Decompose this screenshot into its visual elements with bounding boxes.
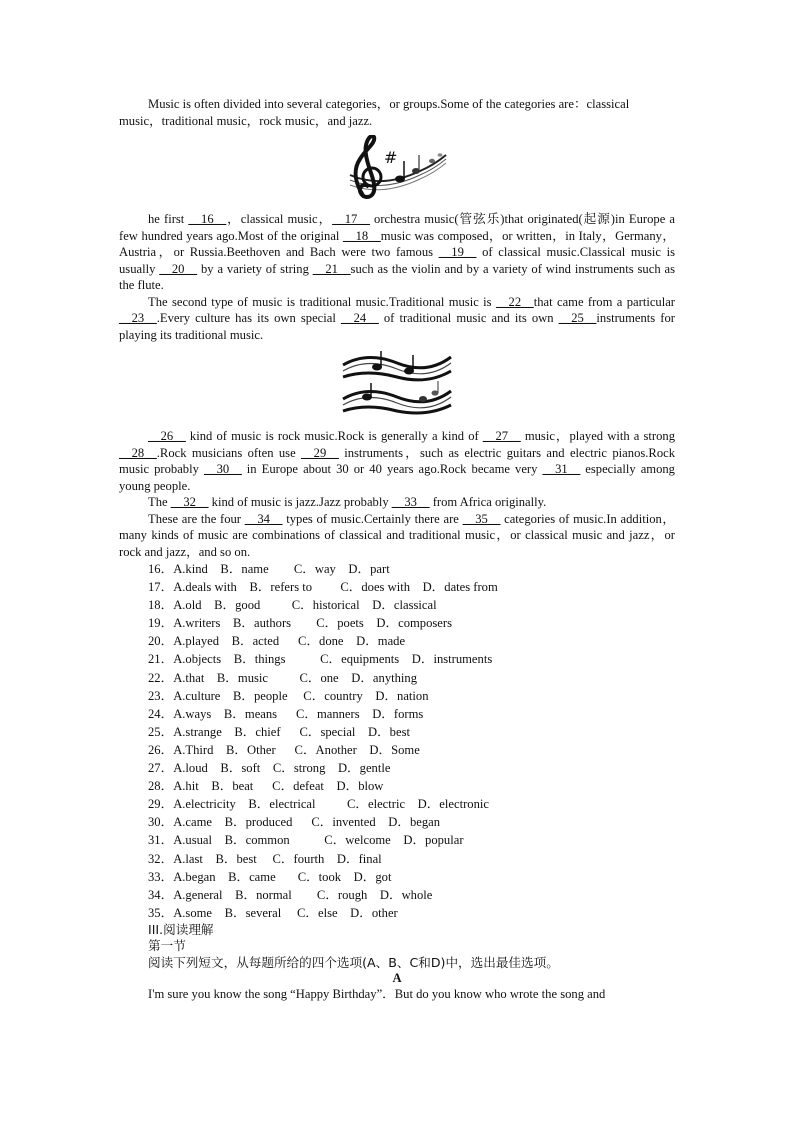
text-span: of traditional music and its own: [378, 311, 559, 325]
text-span: such as the violin and by a variety of wind instruments such as the flute.: [119, 261, 676, 292]
worksheet-page: [119, 96, 675, 1003]
text-span: music was composed，or written，in Italy，Germany，Austria，or Russia.Beethoven and Bach were two famous: [119, 228, 675, 259]
text-span: orchestra music(管弦乐)that originated(起源)in Europe a few hundred years ago.Most of the original: [119, 212, 675, 243]
traditional-paragraph: [119, 294, 675, 344]
option-row: 17．A.deals with B．refers to C．does with D．dates from: [148, 580, 498, 595]
blank-21: __21__: [312, 261, 351, 276]
section-part: 第一节: [148, 938, 186, 954]
text-span: he first: [148, 212, 189, 226]
option-row: 27．A.loud B．soft C．strong D．gentle: [148, 761, 391, 776]
text-span: kind of music is rock music.Rock is generally a kind of: [185, 429, 483, 443]
music-notes-ribbon-icon: [119, 347, 675, 423]
blank-27: __27__: [482, 429, 521, 443]
blank-31: __31__: [542, 462, 581, 476]
option-row: 32．A.last B．best C．fourth D．final: [148, 851, 382, 866]
option-row: 22．A.that B．music C．one D．anything: [148, 670, 418, 685]
blank-35: __35__: [462, 511, 501, 526]
option-row: 26．A.Third B．Other C．Another D．Some: [148, 742, 420, 757]
option-row: 29．A.electricity B．electrical C．electric D．electronic: [148, 797, 489, 812]
blank-22: __22__: [495, 294, 534, 309]
text-span: types of music.Certainly there are: [282, 511, 463, 526]
option-row: 35．A.some B．several C．else D．other: [148, 905, 398, 920]
options-list: [148, 560, 675, 922]
blank-23: __23__: [119, 311, 157, 325]
text-span: by a variety of string: [197, 261, 313, 276]
option-row: 28．A.hit B．beat C．defeat D．blow: [148, 779, 384, 794]
blank-19: __19__: [438, 245, 477, 259]
blank-33: __33__: [391, 495, 430, 509]
text-span: These are the four: [148, 511, 245, 526]
option-row: 31．A.usual B．common C．welcome D．popular: [148, 833, 464, 848]
text-span: that came from a particular: [533, 294, 675, 309]
text-span: .Every culture has its own special: [156, 311, 341, 325]
blank-20: __20__: [159, 261, 198, 276]
option-row: 16．A.kind B．name C．way D．part: [148, 562, 390, 576]
blank-32: __32__: [170, 495, 209, 509]
text-span: ，classical music，: [226, 212, 333, 226]
classical-paragraph: [119, 211, 675, 294]
blank-24: __24__: [340, 311, 379, 325]
blank-28: __28__: [119, 445, 157, 460]
blank-16: __16__: [188, 212, 227, 226]
option-row: 34．A.general B．normal C．rough D．whole: [148, 887, 433, 902]
passage-letter: A: [392, 971, 402, 986]
option-row: 24．A.ways B．means C．manners D．forms: [148, 706, 424, 721]
jazz-paragraph: [119, 494, 675, 511]
intro-paragraph: [119, 96, 675, 129]
blank-29: __29__: [301, 445, 339, 460]
text-span: of classical music.Classical music is usually: [119, 245, 675, 276]
blank-18: __18__: [342, 228, 381, 243]
option-row: 20．A.played B．acted C．done D．made: [148, 634, 406, 649]
blank-17: __17__: [332, 212, 370, 226]
option-row: 18．A.old B．good C．historical D．classical: [148, 598, 437, 613]
blank-34: __34__: [244, 511, 283, 526]
intro-line-2: music，traditional music，rock music，and jazz.: [119, 113, 373, 128]
blank-26: __26__: [148, 429, 186, 443]
option-row: 30．A.came B．produced C．invented D．began: [148, 815, 441, 830]
option-row: 19．A.writers B．authors C．poets D．composers: [148, 616, 452, 631]
text-span: music，played with a strong: [520, 429, 675, 443]
text-span: The: [148, 495, 171, 509]
option-row: 33．A.began B．came C．took D．got: [148, 869, 392, 884]
summary-paragraph: [119, 511, 675, 561]
option-row: 21．A.objects B．things C．equipments D．instruments: [148, 652, 493, 667]
text-span: especially among young people.: [119, 462, 675, 493]
text-span: in Europe about 30 or 40 years ago.Rock became very: [241, 462, 543, 476]
text-span: kind of music is jazz.Jazz probably: [208, 495, 392, 509]
option-row: 23．A.culture B．people C．country D．nation: [148, 688, 429, 703]
intro-line-1: Music is often divided into several categories，or groups.Some of the categories are：classical: [148, 97, 630, 111]
svg-text:#: #: [384, 148, 398, 167]
passage-a-first-line: I'm sure you know the song “Happy Birthday”．But do you know who wrote the song and: [148, 987, 606, 1002]
option-row: 25．A.strange B．chief C．special D．best: [148, 724, 410, 739]
blank-30: __30__: [203, 462, 242, 476]
section-instruction: 阅读下列短文，从每题所给的四个选项(A、B、C和D)中，选出最佳选项。: [148, 954, 559, 970]
blank-25: __25__: [558, 311, 597, 325]
treble-clef-notes-icon: [119, 135, 675, 205]
rock-paragraph: [119, 428, 675, 494]
text-span: categories of music.In addition，many kinds of music are combinations of classical and traditional music，or classical music and jazz，or rock and jazz，and so on.: [119, 511, 675, 559]
text-span: instruments，such as electric guitars and electric pianos.Rock music probably: [119, 445, 675, 476]
text-span: from Africa originally.: [429, 495, 547, 509]
text-span: .Rock musicians often use: [156, 445, 302, 460]
section-heading: III.阅读理解: [148, 921, 214, 937]
text-span: instruments for playing its traditional music.: [119, 311, 675, 342]
text-span: The second type of music is traditional music.Traditional music is: [148, 294, 496, 309]
